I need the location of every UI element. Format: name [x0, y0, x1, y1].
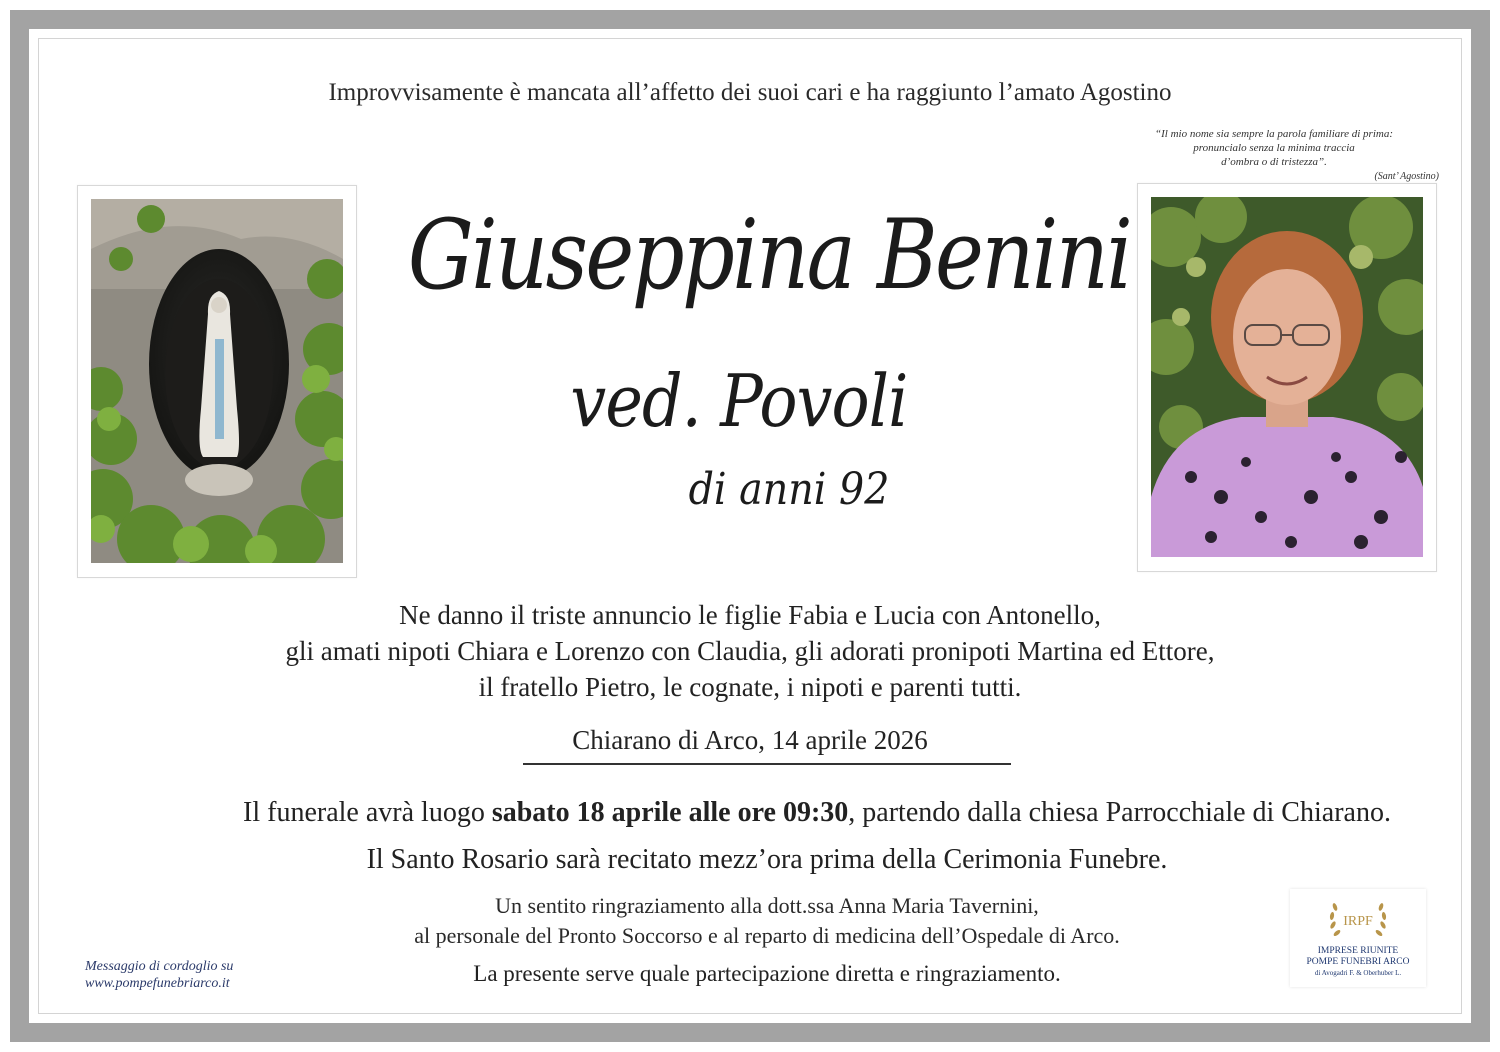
thanks-line-2: al personale del Pronto Soccorso e al reparto di medicina dell’Ospedale di Arco. [414, 923, 1120, 948]
portrait-image [1151, 197, 1423, 557]
logo-line-1: IMPRESE RIUNITE [1317, 946, 1399, 956]
funeral-info [29, 797, 1471, 829]
family-announcement [29, 597, 1471, 705]
madonna-grotto-image [91, 199, 343, 563]
portrait-photo-frame [1137, 183, 1437, 572]
family-line-2: gli amati nipoti Chiara e Lorenzo con Claudia, gli adorati pronipoti Martina ed Ettore, [285, 636, 1215, 666]
place-date: Chiarano di Arco, 14 aprile 2026 [572, 725, 928, 755]
funeral-prefix: Il funerale avrà luogo [243, 797, 492, 828]
grotto-illustration [91, 199, 343, 563]
thanks-line-1: Un sentito ringraziamento alla dott.ssa Anna Maria Tavernini, [495, 893, 1039, 918]
quote-author: (Sant’ Agostino) [1374, 171, 1439, 182]
logo-acronym: IRPF [1343, 914, 1373, 929]
notice-frame [10, 10, 1490, 1042]
participation-text: La presente serve quale partecipazione diretta e ringraziamento. [473, 961, 1061, 986]
logo-line-2: POMPE FUNEBRI ARCO [1306, 957, 1410, 967]
age: di anni 92 [688, 464, 890, 515]
condolence-link[interactable]: www.pompefunebriarco.it [85, 976, 230, 991]
irpf-logo [1290, 889, 1426, 987]
logo-line-3: di Avogadri F. & Oberhuber L. [1314, 969, 1402, 977]
condolence-message [85, 958, 285, 992]
portrait-illustration [1151, 197, 1423, 557]
madonna-photo-frame [77, 185, 357, 578]
funeral-suffix: , partendo dalla chiesa Parrocchiale di Chiarano. [848, 797, 1391, 828]
laurel-wreath-icon [1323, 895, 1393, 945]
quote-line-2: pronuncialo senza la minima traccia [1193, 142, 1355, 154]
notice-sheet [29, 29, 1471, 1023]
family-line-1: Ne danno il triste annuncio le figlie Fabia e Lucia con Antonello, [399, 600, 1101, 630]
rosary-info: Il Santo Rosario sarà recitato mezz’ora prima della Cerimonia Funebre. [366, 844, 1168, 875]
divider [523, 763, 1011, 765]
funeral-datetime: sabato 18 aprile alle ore 09:30 [491, 797, 849, 828]
widow-of: ved. Povoli [570, 359, 908, 443]
deceased-name: Giuseppina Benini [407, 199, 1131, 311]
quote-line-1: “Il mio nome sia sempre la parola familiare di prima: [1154, 128, 1394, 140]
thanks-block [29, 891, 1471, 951]
quote-line-3: d’ombra o di tristezza”. [1221, 156, 1327, 168]
quote-block [1109, 127, 1439, 184]
family-line-3: il fratello Pietro, le cognate, i nipoti e parenti tutti. [478, 672, 1022, 702]
intro-text: Improvvisamente è mancata all’affetto dei suoi cari e ha raggiunto l’amato Agostino [328, 79, 1172, 106]
condolence-line-1: Messaggio di cordoglio su [85, 959, 234, 974]
